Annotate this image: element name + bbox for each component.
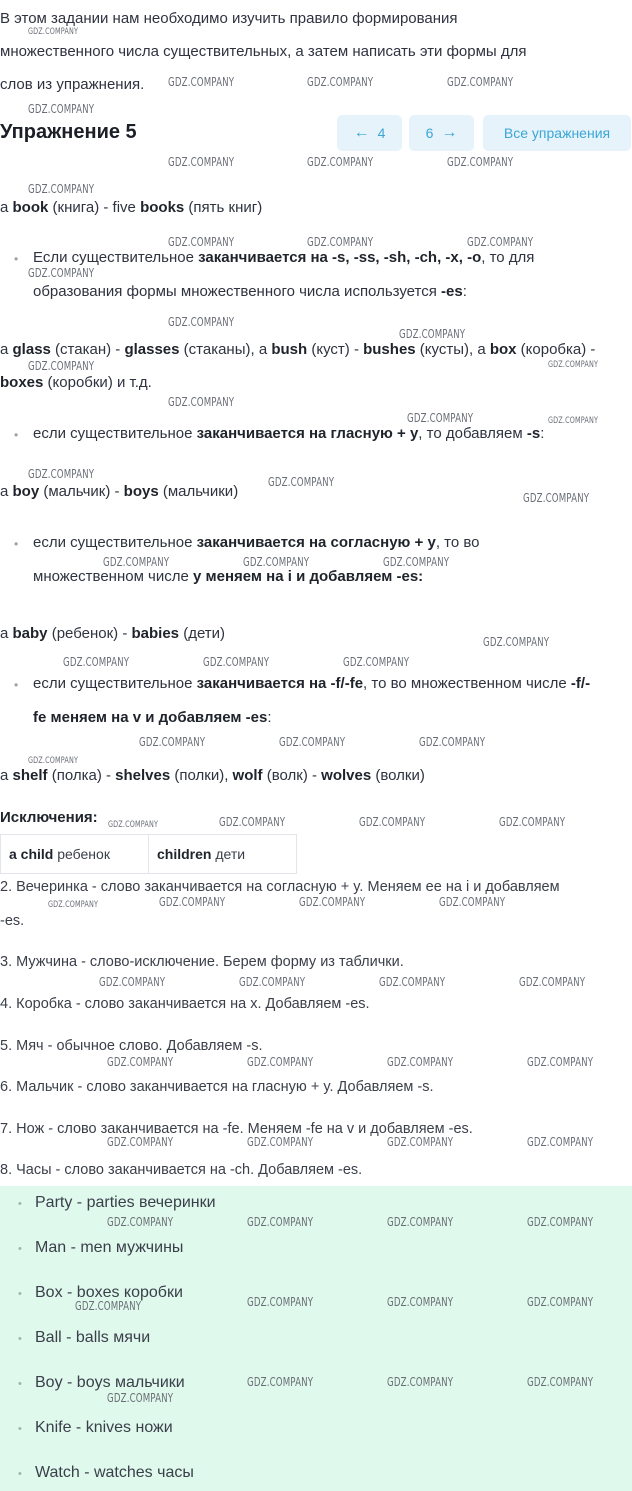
- watermark: GDZ.COMPANY: [483, 635, 550, 649]
- solution-line: 6. Мальчик - слово заканчивается на гласную + y. Добавляем -s.: [0, 1079, 434, 1095]
- watermark: GDZ.COMPANY: [107, 1215, 174, 1229]
- prev-exercise-label: 4: [377, 125, 386, 141]
- watermark: GDZ.COMPANY: [527, 1295, 594, 1309]
- watermark: GDZ.COMPANY: [399, 327, 466, 341]
- watermark: GDZ.COMPANY: [383, 555, 450, 569]
- bullet-dot: •: [18, 1468, 22, 1480]
- watermark: GDZ.COMPANY: [523, 491, 590, 505]
- watermark: GDZ.COMPANY: [527, 1375, 594, 1389]
- rule-bullet-vowel-y: • если существительное заканчивается на гласную + y, то добавляем -s:: [14, 425, 545, 442]
- watermark: GDZ.COMPANY: [159, 895, 226, 909]
- rule-example-book: a book (книга) - five books (пять книг): [0, 199, 263, 216]
- table-cell: a child ребенок: [1, 835, 149, 874]
- bullet-dot: •: [14, 537, 19, 551]
- watermark: GDZ.COMPANY: [299, 895, 366, 909]
- rule-example-boy: a boy (мальчик) - boys (мальчики): [0, 483, 239, 500]
- rule-bullet-es: • Если существительное заканчивается на -s, -ss, -sh, -ch, -x, -o, то для образования формы множественного числа используется -es:: [14, 249, 535, 300]
- watermark: GDZ.COMPANY: [247, 1135, 314, 1149]
- watermark: GDZ.COMPANY: [243, 555, 310, 569]
- table-cell: children дети: [149, 835, 297, 874]
- bullet-dot: •: [18, 1378, 22, 1390]
- watermark: GDZ.COMPANY: [139, 735, 206, 749]
- watermark: GDZ.COMPANY: [343, 655, 410, 669]
- solution-line: 3. Мужчина - слово-исключение. Берем форму из таблички.: [0, 954, 404, 970]
- all-exercises-button[interactable]: [483, 115, 631, 151]
- bullet-dot: •: [18, 1243, 22, 1255]
- watermark: GDZ.COMPANY: [168, 395, 235, 409]
- bullet-dot: •: [14, 428, 19, 442]
- watermark: GDZ.COMPANY: [419, 735, 486, 749]
- watermark: GDZ.COMPANY: [28, 102, 95, 116]
- watermark: GDZ.COMPANY: [247, 1215, 314, 1229]
- watermark: GDZ.COMPANY: [307, 235, 374, 249]
- watermark: GDZ.COMPANY: [387, 1295, 454, 1309]
- intro-line-3: слов из упражнения.: [0, 76, 145, 93]
- watermark: GDZ.COMPANY: [279, 735, 346, 749]
- watermark: GDZ.COMPANY: [519, 975, 586, 989]
- all-exercises-label: Все упражнения: [503, 125, 611, 141]
- arrow-left-icon: ←: [353, 124, 370, 141]
- page-title: Упражнение 5: [0, 121, 137, 143]
- watermark: GDZ.COMPANY: [48, 900, 99, 910]
- watermark: GDZ.COMPANY: [219, 815, 286, 829]
- watermark: GDZ.COMPANY: [28, 467, 95, 481]
- watermark: GDZ.COMPANY: [247, 1375, 314, 1389]
- bullet-dot: •: [14, 252, 19, 266]
- watermark: GDZ.COMPANY: [499, 815, 566, 829]
- watermark: GDZ.COMPANY: [203, 655, 270, 669]
- watermark: GDZ.COMPANY: [107, 1055, 174, 1069]
- exceptions-table: [0, 834, 297, 874]
- solution-line: 7. Нож - слово заканчивается на -fe. Меняем -fe на v и добавляем -es.: [0, 1121, 473, 1137]
- next-exercise-button[interactable]: [409, 115, 474, 151]
- bullet-dot: •: [18, 1423, 22, 1435]
- watermark: GDZ.COMPANY: [387, 1375, 454, 1389]
- watermark: GDZ.COMPANY: [107, 1391, 174, 1405]
- watermark: GDZ.COMPANY: [103, 555, 170, 569]
- watermark: GDZ.COMPANY: [307, 75, 374, 89]
- watermark: GDZ.COMPANY: [387, 1135, 454, 1149]
- watermark: GDZ.COMPANY: [75, 1299, 142, 1313]
- watermark: GDZ.COMPANY: [28, 756, 79, 766]
- watermark: GDZ.COMPANY: [268, 475, 335, 489]
- watermark: GDZ.COMPANY: [379, 975, 446, 989]
- watermark: GDZ.COMPANY: [387, 1055, 454, 1069]
- watermark: GDZ.COMPANY: [28, 266, 95, 280]
- watermark: GDZ.COMPANY: [407, 411, 474, 425]
- watermark: GDZ.COMPANY: [548, 360, 599, 370]
- exceptions-title: Исключения:: [0, 809, 98, 826]
- watermark: GDZ.COMPANY: [439, 895, 506, 909]
- watermark: GDZ.COMPANY: [527, 1055, 594, 1069]
- watermark: GDZ.COMPANY: [247, 1295, 314, 1309]
- solution-line: 5. Мяч - обычное слово. Добавляем -s.: [0, 1038, 263, 1054]
- watermark: GDZ.COMPANY: [99, 975, 166, 989]
- bullet-dot: •: [14, 678, 19, 692]
- rule-example-shelf: a shelf (полка) - shelves (полки), wolf (волк) - wolves (волки): [0, 767, 425, 784]
- watermark: GDZ.COMPANY: [527, 1135, 594, 1149]
- solution-line: 2. Вечеринка - слово заканчивается на согласную + y. Меняем ее на i и добавляем -es.: [0, 879, 560, 929]
- watermark: GDZ.COMPANY: [168, 155, 235, 169]
- rule-example-baby: a baby (ребенок) - babies (дети): [0, 625, 226, 642]
- watermark: GDZ.COMPANY: [467, 235, 534, 249]
- bullet-dot: •: [18, 1288, 22, 1300]
- watermark: GDZ.COMPANY: [108, 820, 159, 830]
- watermark: GDZ.COMPANY: [359, 815, 426, 829]
- solution-line: 8. Часы - слово заканчивается на -ch. Добавляем -es.: [0, 1162, 363, 1178]
- watermark: GDZ.COMPANY: [28, 27, 79, 37]
- watermark: GDZ.COMPANY: [168, 75, 235, 89]
- watermark: GDZ.COMPANY: [247, 1055, 314, 1069]
- table-row: [1, 835, 297, 874]
- next-exercise-label: 6: [425, 125, 434, 141]
- watermark: GDZ.COMPANY: [28, 182, 95, 196]
- intro-line-2: множественного числа существительных, а затем написать эти формы для: [0, 43, 527, 60]
- watermark: GDZ.COMPANY: [168, 315, 235, 329]
- watermark: GDZ.COMPANY: [387, 1215, 454, 1229]
- rule-bullet-consonant-y: • если существительное заканчивается на согласную + y, то во множественном числе y меняем на i и добавляем -es:: [14, 534, 480, 585]
- solution-line: 4. Коробка - слово заканчивается на x. Добавляем -es.: [0, 996, 370, 1012]
- rule-bullet-f-fe: • если существительное заканчивается на -f/-fe, то во множественном числе -f/-fe меняем на v и добавляем -es:: [14, 675, 591, 726]
- watermark: GDZ.COMPANY: [63, 655, 130, 669]
- watermark: GDZ.COMPANY: [447, 155, 514, 169]
- prev-exercise-button[interactable]: [337, 115, 402, 151]
- bullet-dot: •: [18, 1198, 22, 1210]
- rule-example-glass: a glass (стакан) - glasses (стаканы), a bush (куст) - bushes (кусты), a box (коробка) - boxes (коробки) и т.д.: [0, 341, 596, 391]
- watermark: GDZ.COMPANY: [307, 155, 374, 169]
- watermark: GDZ.COMPANY: [168, 235, 235, 249]
- watermark: GDZ.COMPANY: [28, 359, 95, 373]
- intro-line-1: В этом задании нам необходимо изучить правило формирования: [0, 10, 458, 27]
- watermark: GDZ.COMPANY: [527, 1215, 594, 1229]
- bullet-dot: •: [18, 1333, 22, 1345]
- arrow-right-icon: →: [441, 124, 458, 141]
- watermark: GDZ.COMPANY: [447, 75, 514, 89]
- watermark: GDZ.COMPANY: [239, 975, 306, 989]
- watermark: GDZ.COMPANY: [107, 1135, 174, 1149]
- watermark: GDZ.COMPANY: [548, 416, 599, 426]
